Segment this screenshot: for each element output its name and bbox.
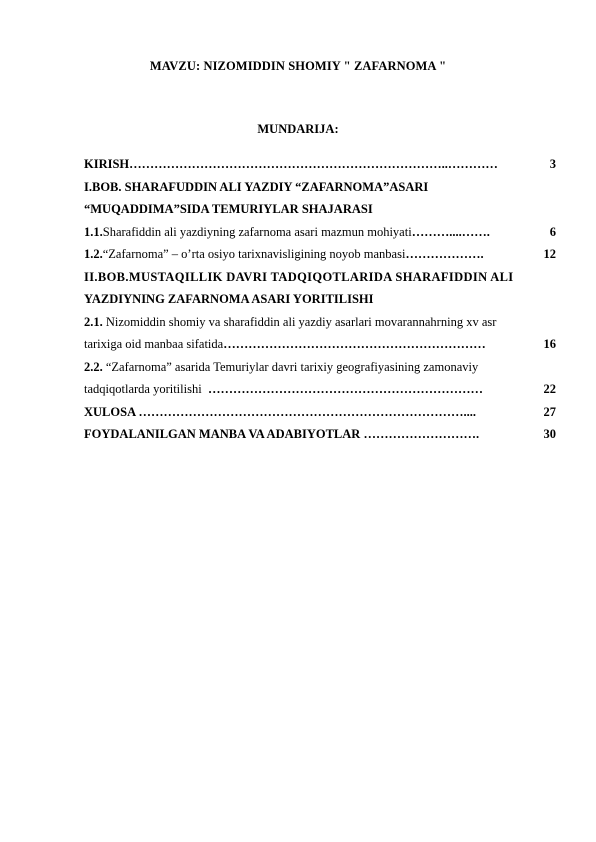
toc-chapter-2-title: II.BOB.MUSTAQILLIK DAVRI TADQIQOTLARIDA SHARAFIDDIN ALI [84,269,514,284]
toc-entry-label: FOYDALANILGAN MANBA VA ADABIYOTLAR [84,427,364,441]
toc-title: MUNDARIJA: [257,122,339,136]
toc-leader: ………………………………………………………… [207,382,483,396]
toc-section-text-continued: tarixiga oid manbaa sifatida [84,337,224,351]
toc-entry-xulosa [84,401,556,424]
table-of-contents [84,153,556,446]
toc-entry-1-2 [84,243,556,266]
toc-leader: ……………………………………………………… [223,337,486,351]
toc-page-number: 27 [543,404,556,419]
toc-page-number: 22 [543,382,556,396]
toc-leader: …………………………………………………………………..………… [129,157,498,171]
toc-section-text: Sharafiddin ali yazdiyning zafarnoma asari mazmun mohiyati [102,224,412,239]
toc-section-number: 2.1. [84,314,103,329]
toc-chapter-1-line-2: “MUQADDIMA”SIDA TEMURIYLAR SHAJARASI [84,202,373,216]
toc-entry-adabiyotlar [84,423,556,446]
toc-section-number: 2.2. [84,359,103,374]
toc-leader: …………………………………………………………………….... [138,404,477,419]
toc-page-number: 30 [540,427,556,441]
toc-leader: ………………………. [363,427,480,441]
toc-entry-2-1-line-1 [84,311,556,334]
toc-page-number: 16 [543,337,556,351]
toc-entry-1-1 [84,221,556,244]
toc-chapter-2-line-2: YAZDIYNING ZAFARNOMA ASARI YORITILISHI [84,292,374,306]
toc-entry-2-1-line-2 [84,333,556,356]
toc-entry-kirish [84,153,556,176]
toc-page-number: 3 [549,157,556,171]
toc-section-number: 1.2. [84,247,103,261]
toc-chapter-1-line-1: I.BOB. SHARAFUDDIN ALI YAZDIY “ZAFARNOMA”ASARI [84,179,429,194]
toc-page-number: 12 [543,247,556,261]
toc-entry-2-2-line-2 [84,378,556,401]
toc-leader: ………………. [405,247,484,261]
toc-entry-label: KIRISH [84,157,130,171]
toc-section-text: “Zafarnoma” asarida Temuriylar davri tarixiy geografiyasining zamonaviy [102,359,479,374]
toc-page-number: 6 [549,224,556,239]
toc-section-text-continued: tadqiqotlarda yoritilishi [84,382,208,396]
toc-entry-2-2-line-1 [84,356,556,379]
topic-heading: MAVZU: NIZOMIDDIN SHOMIY " ZAFARNOMA " [149,59,447,73]
toc-section-number: 1.1. [84,224,103,239]
toc-chapter-2-line-1 [84,266,556,289]
toc-leader: ………....……. [411,224,490,239]
toc-entry-label: XULOSA [84,404,139,419]
toc-section-text: Nizomiddin shomiy va sharafiddin ali yazdiy asarlari movarannahrning xv asr [102,314,497,329]
toc-section-text: “Zafarnoma” – o’rta osiyo tarixnavisligining noyob manbasi [102,247,406,261]
